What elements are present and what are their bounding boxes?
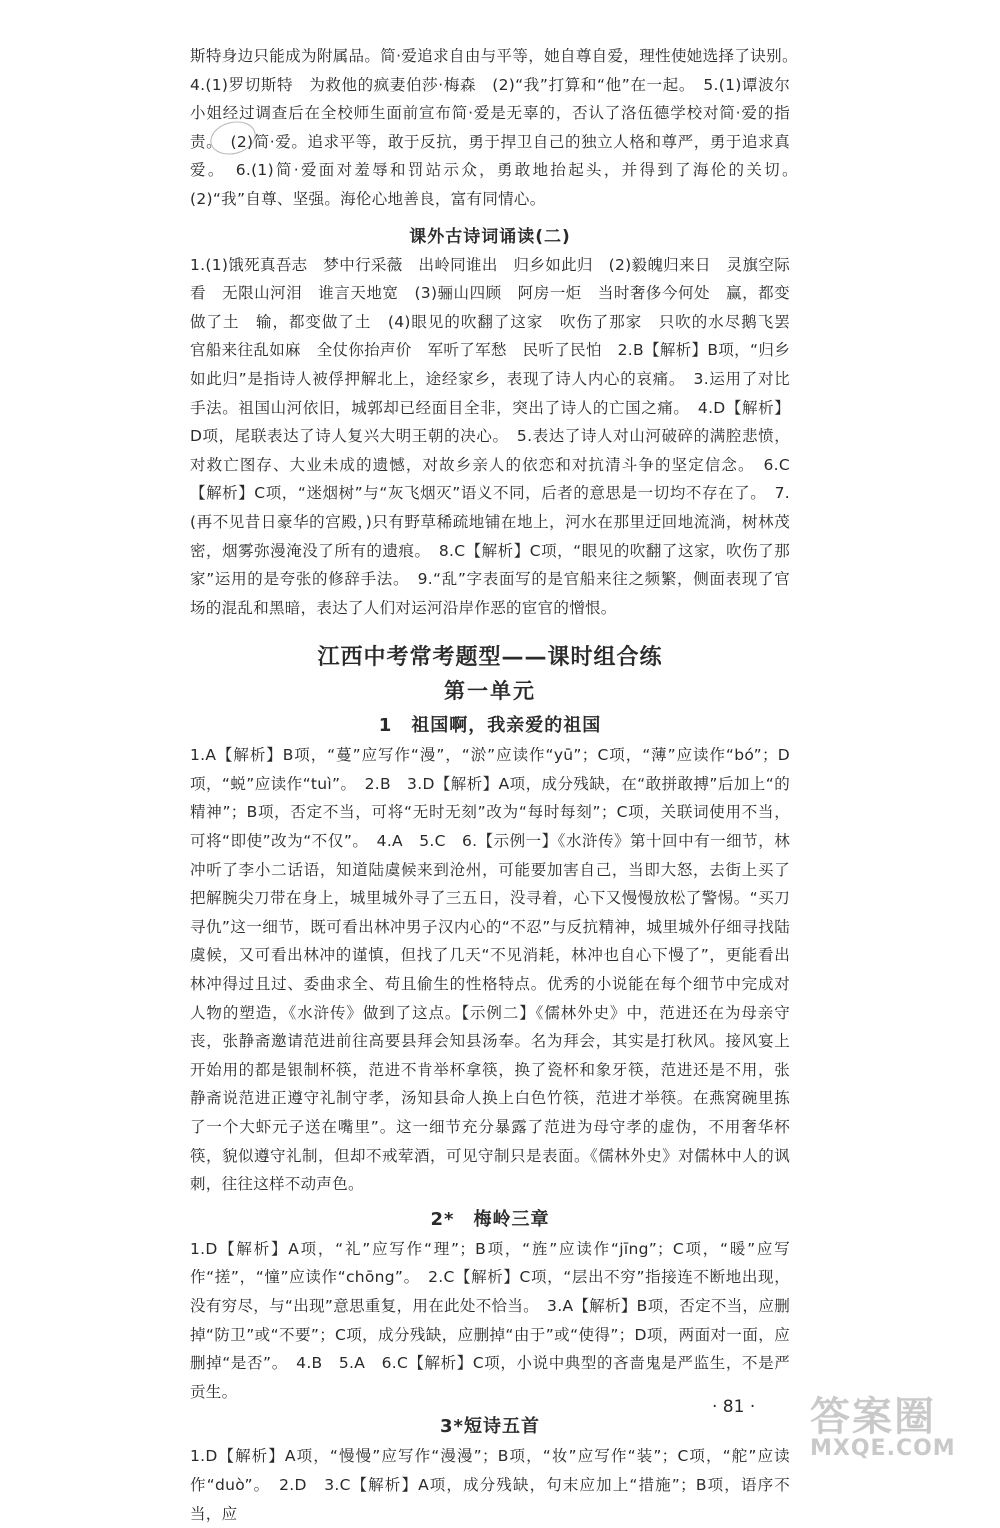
lesson-3-answers: 1.D【解析】A项，“慢慢”应写作“漫漫”；B项，“妆”应写作“装”；C项，“舵”应读作“duò”。 2.D 3.C【解析】A项，成分残缺，句末应加上“措施”；B项，语序不当，应 <box>190 1447 790 1523</box>
watermark <box>810 1385 990 1465</box>
lesson-3-title: 3*短诗五首 <box>440 1416 540 1438</box>
lesson-1-title: 1 祖国啊，我亲爱的祖国 <box>378 715 602 737</box>
watermark-url: MXQE.COM <box>810 1436 956 1461</box>
poetry-answers: 1.(1)饿死真吾志 梦中行采薇 出岭同谁出 归乡如此归 (2)毅魄归来日 灵旗空际看 无限山河泪 谁言天地宽 (3)骊山四顾 阿房一炬 当时奢侈今何处 赢，都变做了土 输，都变做了土 (4)眼见的吹翻了这家 吹伤了那家 只吹的水尽鹅飞罢 官船来往乱如麻 全仗你抬声价 军听了军愁 民听了民怕 2.B【解析】B项，“归乡如此归”是指诗人被俘押解北上，途经家乡，表现了诗人内心的哀痛。 3.运用了对比手法。祖国山河依旧，城郭却已经面目全非，突出了诗人的亡国之痛。 4.D【解析】D项，尾联表达了诗人复兴大明王朝的决心。 5.表达了诗人对山河破碎的满腔悲愤，对救亡图存、大业未成的遗憾，对故乡亲人的依恋和对抗清斗争的坚定信念。 6.C【解析】C项，“迷烟树”与“灰飞烟灭”语义不同，后者的意思是一切均不存在了。 7.(再不见昔日豪华的宫殿，)只有野草稀疏地铺在地上，河水在那里迂回地流淌，树林茂密，烟雾弥漫淹没了所有的遗痕。 8.C【解析】C项，“眼见的吹翻了这家，吹伤了那家”运用的是夸张的修辞手法。 9.“乱”字表面写的是官船来往之频繁，侧面表现了官场的混乱和黑暗，表达了人们对运河沿岸作恶的宦官的憎恨。 <box>190 255 806 617</box>
lesson-1-answers: 1.A【解析】B项，“蔓”应写作“漫”，“淤”应读作“yū”；C项，“薄”应读作“bó”；D项，“蜕”应读作“tuì”。 2.B 3.D【解析】A项，成分残缺，在“敢拼敢搏”后加上“的精神”；B项，否定不当，可将“无时无刻”改为“每时每刻”；C项，关联词使用不当，可将“即使”改为“不仅”。 4.A 5.C 6.【示例一】《水浒传》第十回中有一细节，林冲听了李小二话语，知道陆虞候来到沧州，可能要加害自己，当即大怒，去街上买了把解腕尖刀带在身上，城里城外寻了三五日，没寻着，心下又慢慢放松了警惕。“买刀寻仇”这一细节，既可看出林冲男子汉内心的“不忍”与反抗精神，城里城外仔细寻找陆虞候，又可看出林冲的谨慎，但找了几天“不见消耗，林冲也自心下慢了”，更能看出林冲得过且过、委曲求全、苟且偷生的性格特点。优秀的小说能在每个细节中完成对人物的塑造，《水浒传》做到了这点。【示例二】《儒林外史》中，范进还在为母亲守丧，张静斋邀请范进前往高要县拜会知县汤奉。名为拜会，其实是打秋风。接风宴上开始用的都是银制杯筷，范进不肯举杯拿筷，换了瓷杯和象牙筷，范进还是不用，张静斋说范进正遵守礼制守孝，汤知县命人换上白色竹筷，范进才举筷。在燕窝碗里拣了一个大虾元子送在嘴里”。这一细节充分暴露了范进为母守孝的虚伪，不用奢华杯筷，貌似遵守礼制，但却不戒荤酒，可见守制只是表面。《儒林外史》对儒林中人的讽刺，往往这样不动声色。 <box>190 746 790 1194</box>
main-heading: 江西中考常考题型——课时组合练 <box>317 645 663 671</box>
intro-answers: 斯特身边只能成为附属品。简·爱追求自由与平等，她自尊自爱，理性使她选择了诀别。 4.(1)罗切斯特 为救他的疯妻伯莎·梅森 (2)“我”打算和“他”在一起。 5.(1)谭波尔小姐经过调查后在全校师生面前宣布简·爱是无辜的，否认了洛伍德学校对简·爱的指责。 (2)简·爱。追求平等，敢于反抗，勇于捍卫自己的独立人格和尊严，勇于追求真爱。 6.(1)简·爱面对羞辱和罚站示众，勇敢地抬起头，并得到了海伦的关切。 (2)“我”自尊、坚强。海伦心地善良，富有同情心。 <box>190 47 806 208</box>
unit-heading: 第一单元 <box>444 679 536 704</box>
lesson-2-title: 2* 梅岭三章 <box>430 1208 550 1230</box>
watermark-logo: 答案圈 <box>810 1394 936 1440</box>
page-content <box>190 42 806 1528</box>
section-title-poetry: 课外古诗词诵读(二) <box>409 226 571 247</box>
lesson-2-answers: 1.D【解析】A项，“礼”应写作“理”；B项，“旌”应读作“jīng”；C项，“暖”应写作“搓”，“憧”应读作“chōng”。 2.C【解析】C项，“层出不穷”指接连不断地出现，没有穷尽，与“出现”意思重复，用在此处不恰当。 3.A【解析】B项，否定不当，应删掉“防卫”或“不要”；C项，成分残缺，应删掉“由于”或“使得”；D项，两面对一面，应删掉“是否”。 4.B 5.A 6.C【解析】C项，小说中典型的吝啬鬼是严监生，不是严贡生。 <box>190 1239 790 1401</box>
page-number: · 81 · <box>712 1397 756 1417</box>
